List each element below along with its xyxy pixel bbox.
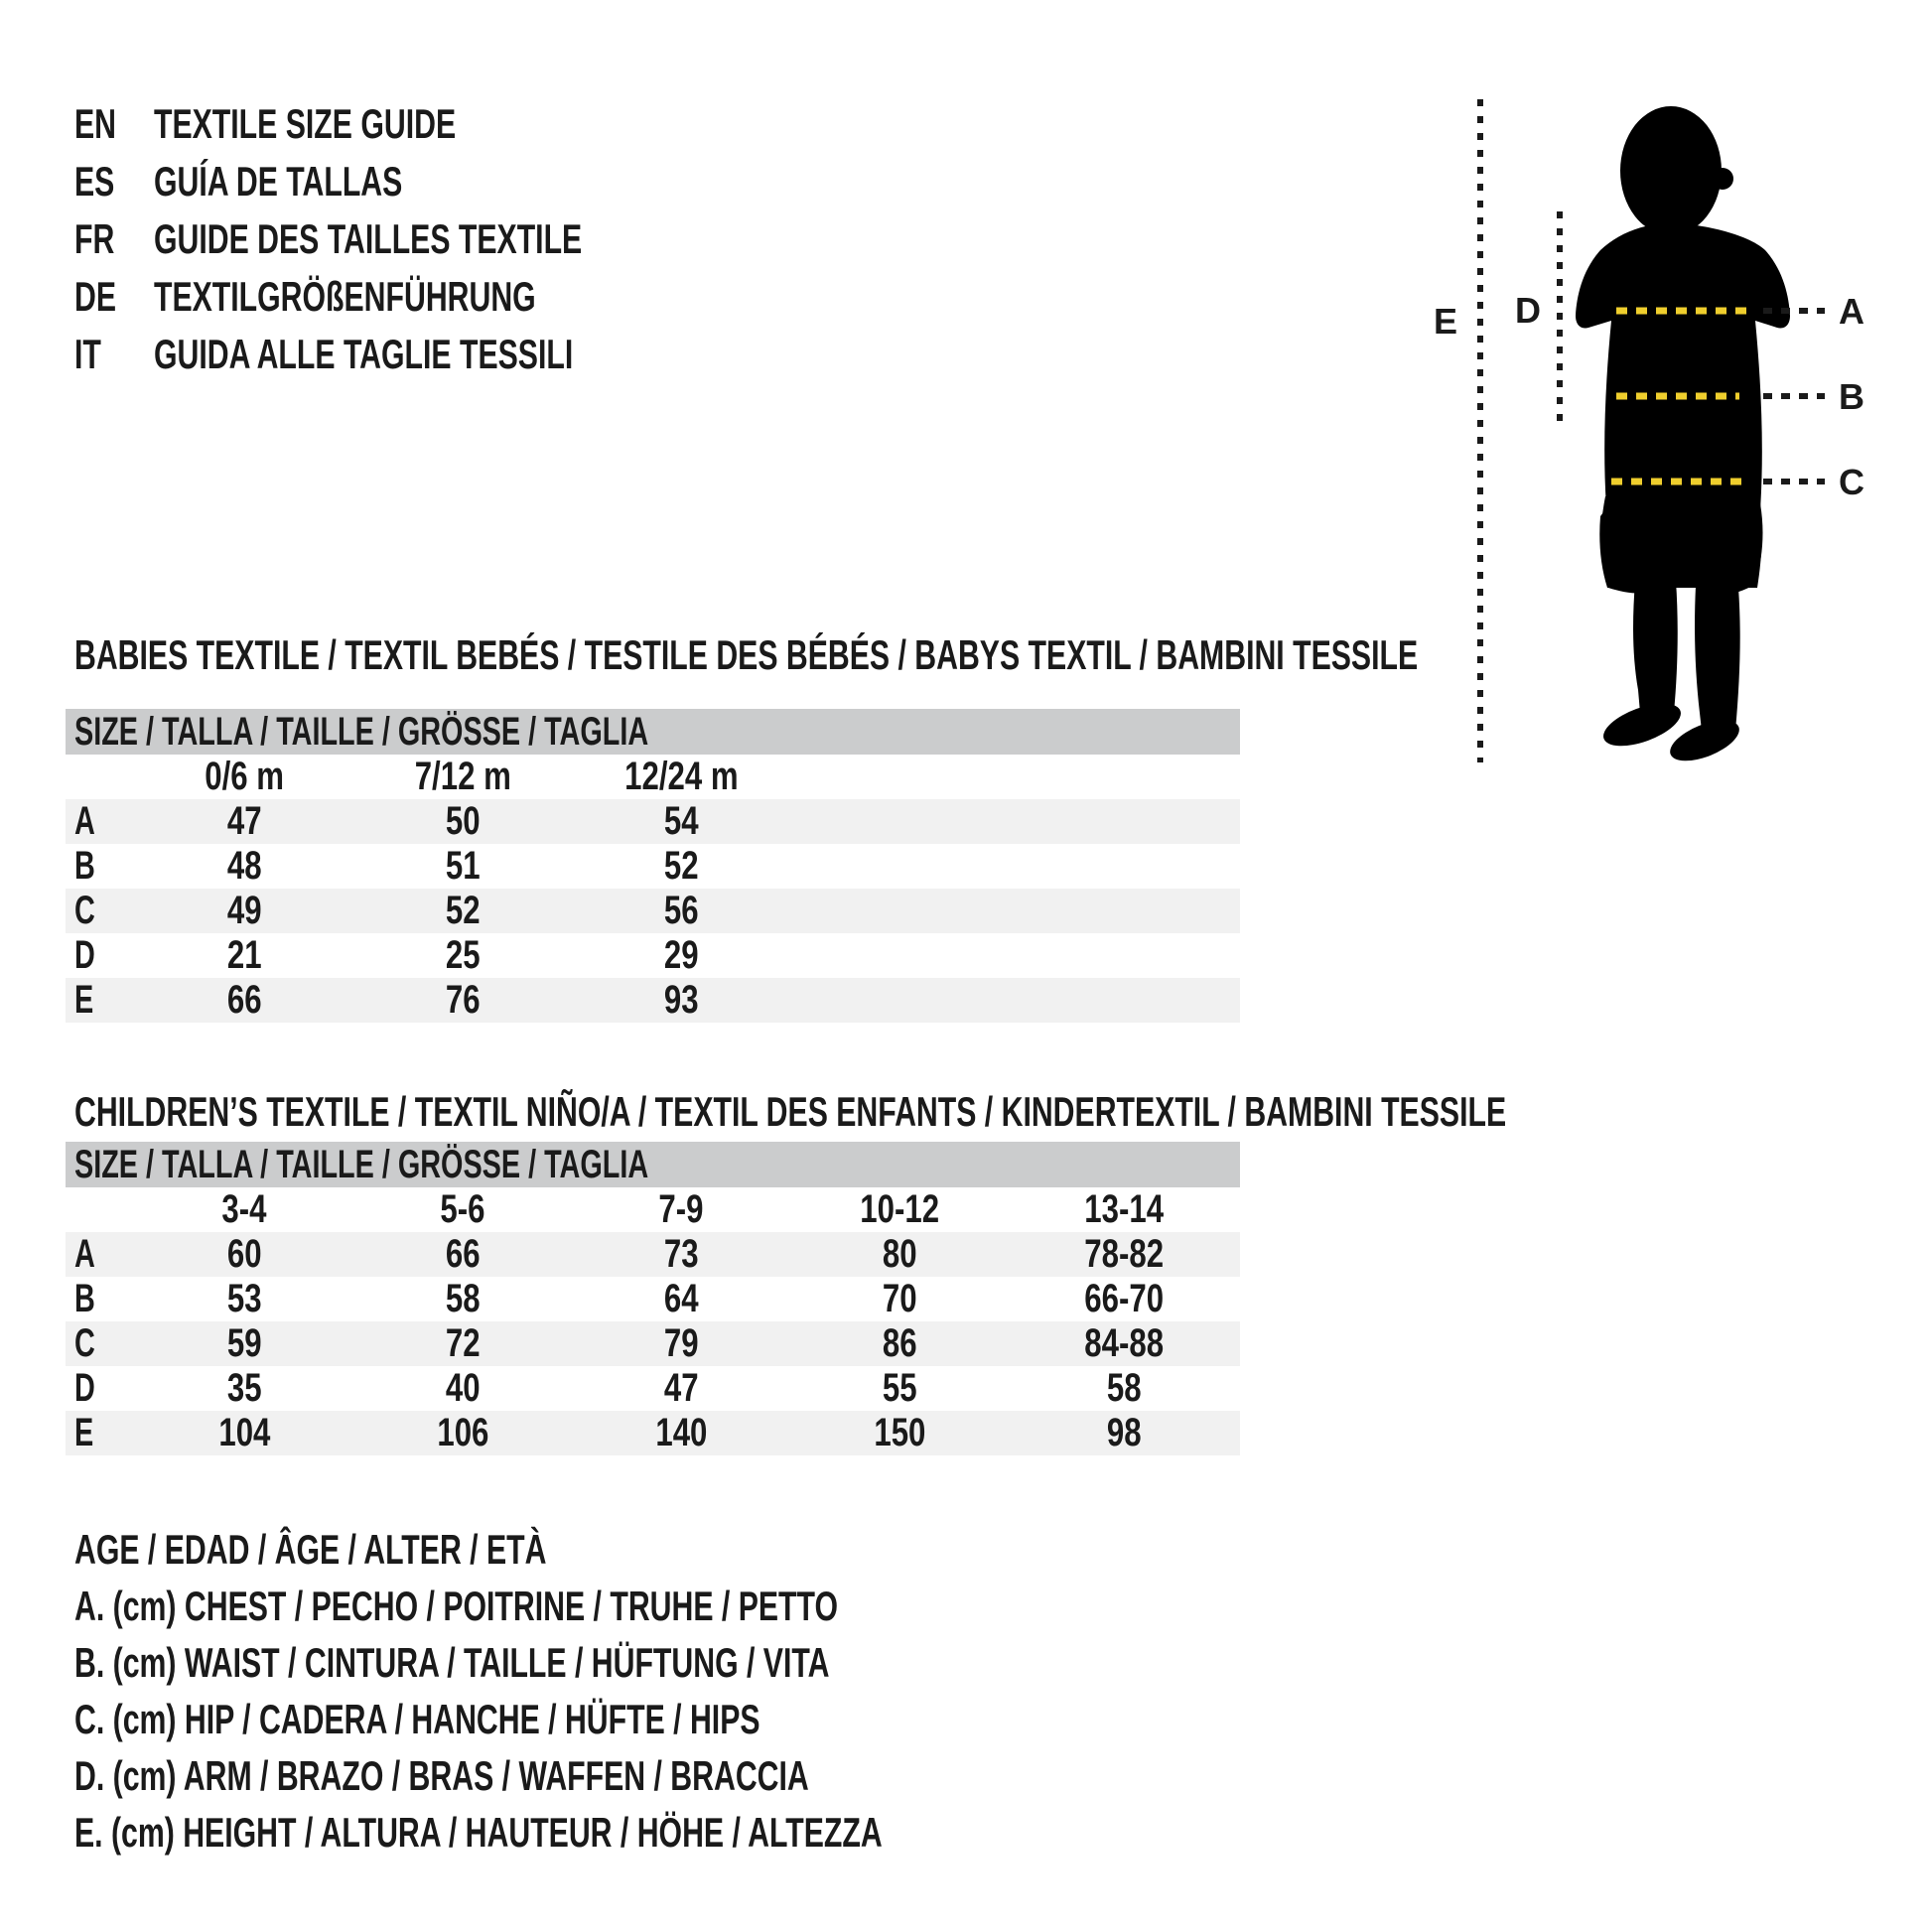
table-row (66, 1232, 1240, 1277)
cell-value: 50 (445, 799, 481, 843)
figure-label-c: C (1839, 462, 1864, 502)
cell-value: 140 (654, 1411, 708, 1454)
cell-value: 64 (663, 1277, 699, 1320)
lang-code: IT (74, 331, 101, 377)
row-label: A (74, 799, 95, 843)
legend-chest: A. (cm) CHEST / PECHO / POITRINE / TRUHE / PETTO (74, 1582, 838, 1629)
cell-value: 106 (436, 1411, 489, 1454)
row-label: B (74, 1277, 95, 1320)
babies-section-title: BABIES TEXTILE / TEXTIL BEBÉS / TESTILE DES BÉBÉS / BABYS TEXTIL / BAMBINI TESSILE (74, 631, 1419, 678)
table-row (66, 1321, 1240, 1366)
row-label: D (74, 1366, 95, 1410)
children-section-title: CHILDREN’S TEXTILE / TEXTIL NIÑO/A / TEXTIL DES ENFANTS / KINDERTEXTIL / BAMBINI TESSILE (74, 1088, 1507, 1135)
cell-value: 86 (882, 1321, 917, 1365)
measurement-legend (74, 1521, 1196, 1861)
row-label: C (74, 1321, 95, 1365)
cell-value: 150 (873, 1411, 926, 1454)
cell-value: 73 (663, 1232, 699, 1276)
legend-waist: B. (cm) WAIST / CINTURA / TAILLE / HÜFTUNG / VITA (74, 1638, 830, 1686)
table-row (66, 1277, 1240, 1321)
legend-age: AGE / EDAD / ÂGE / ALTER / ETÀ (74, 1525, 547, 1573)
table-row (66, 1366, 1240, 1411)
cell-value: 29 (663, 933, 699, 977)
cell-value: 52 (445, 889, 481, 932)
cell-value: 59 (226, 1321, 262, 1365)
children-size-table (66, 1142, 1240, 1455)
cell-value: 40 (445, 1366, 481, 1410)
cell-value: 98 (1107, 1411, 1142, 1454)
cell-value: 66 (226, 978, 262, 1022)
guide-title: GUÍA DE TALLAS (154, 158, 403, 205)
table-row (66, 844, 1240, 889)
column-header: 13-14 (1084, 1187, 1165, 1231)
column-header: 12/24 m (623, 755, 739, 798)
cell-value: 58 (445, 1277, 481, 1320)
cell-value: 51 (445, 844, 481, 888)
cell-value: 79 (663, 1321, 699, 1365)
cell-value: 47 (663, 1366, 699, 1410)
row-label: E (74, 1411, 94, 1454)
cell-value: 25 (445, 933, 481, 977)
lang-code: ES (74, 158, 115, 205)
cell-value: 72 (445, 1321, 481, 1365)
lang-row-fr (74, 210, 749, 268)
cell-value: 70 (882, 1277, 917, 1320)
column-header: 10-12 (860, 1187, 939, 1231)
cell-value: 35 (226, 1366, 262, 1410)
table-row (66, 799, 1240, 844)
cell-value: 104 (217, 1411, 271, 1454)
column-header: 7-9 (658, 1187, 704, 1231)
cell-value: 49 (226, 889, 262, 932)
column-header: 5-6 (440, 1187, 485, 1231)
cell-value: 54 (663, 799, 699, 843)
row-label: D (74, 933, 95, 977)
cell-value: 47 (226, 799, 262, 843)
babies-size-header-bar: SIZE / TALLA / TAILLE / GRÖSSE / TAGLIA (66, 709, 1240, 755)
column-header: 0/6 m (205, 755, 284, 798)
lang-row-de (74, 268, 749, 326)
cell-value: 66-70 (1084, 1277, 1165, 1320)
figure-label-e: E (1434, 301, 1458, 342)
table-row (66, 889, 1240, 933)
row-label: B (74, 844, 95, 888)
babies-size-table (66, 709, 1240, 1023)
figure-label-a: A (1839, 291, 1864, 332)
lang-code: DE (74, 273, 117, 320)
lang-code: EN (74, 100, 117, 147)
cell-value: 53 (226, 1277, 262, 1320)
legend-hip: C. (cm) HIP / CADERA / HANCHE / HÜFTE / HIPS (74, 1695, 760, 1742)
cell-value: 56 (663, 889, 699, 932)
row-label: C (74, 889, 95, 932)
guide-title: TEXTILGRÖßENFÜHRUNG (154, 273, 536, 320)
language-title-block (74, 95, 749, 383)
legend-arm: D. (cm) ARM / BRAZO / BRAS / WAFFEN / BRACCIA (74, 1751, 809, 1799)
guide-title: GUIDA ALLE TAGLIE TESSILI (154, 331, 574, 377)
guide-title: GUIDE DES TAILLES TEXTILE (154, 215, 583, 262)
cell-value: 58 (1107, 1366, 1142, 1410)
lang-row-es (74, 153, 749, 210)
table-row (66, 933, 1240, 978)
table-row (66, 1411, 1240, 1455)
cell-value: 76 (445, 978, 481, 1022)
lang-row-en (74, 95, 749, 153)
cell-value: 66 (445, 1232, 481, 1276)
cell-value: 60 (226, 1232, 262, 1276)
cell-value: 52 (663, 844, 699, 888)
figure-label-d: D (1515, 290, 1541, 331)
cell-value: 80 (882, 1232, 917, 1276)
figure-label-b: B (1839, 376, 1864, 417)
legend-height: E. (cm) HEIGHT / ALTURA / HAUTEUR / HÖHE / ALTEZZA (74, 1808, 883, 1856)
cell-value: 93 (663, 978, 699, 1022)
column-header: 7/12 m (414, 755, 511, 798)
children-column-header-row (66, 1187, 1240, 1232)
cell-value: 55 (882, 1366, 917, 1410)
cell-value: 21 (226, 933, 262, 977)
guide-title: TEXTILE SIZE GUIDE (154, 100, 457, 147)
table-row (66, 978, 1240, 1023)
lang-row-it (74, 326, 749, 383)
column-header: 3-4 (221, 1187, 267, 1231)
babies-column-header-row (66, 755, 1240, 799)
children-size-header-bar: SIZE / TALLA / TAILLE / GRÖSSE / TAGLIA (66, 1142, 1240, 1187)
row-label: A (74, 1232, 95, 1276)
row-label: E (74, 978, 94, 1022)
cell-value: 84-88 (1084, 1321, 1165, 1365)
cell-value: 48 (226, 844, 262, 888)
cell-value: 78-82 (1084, 1232, 1165, 1276)
lang-code: FR (74, 215, 115, 262)
